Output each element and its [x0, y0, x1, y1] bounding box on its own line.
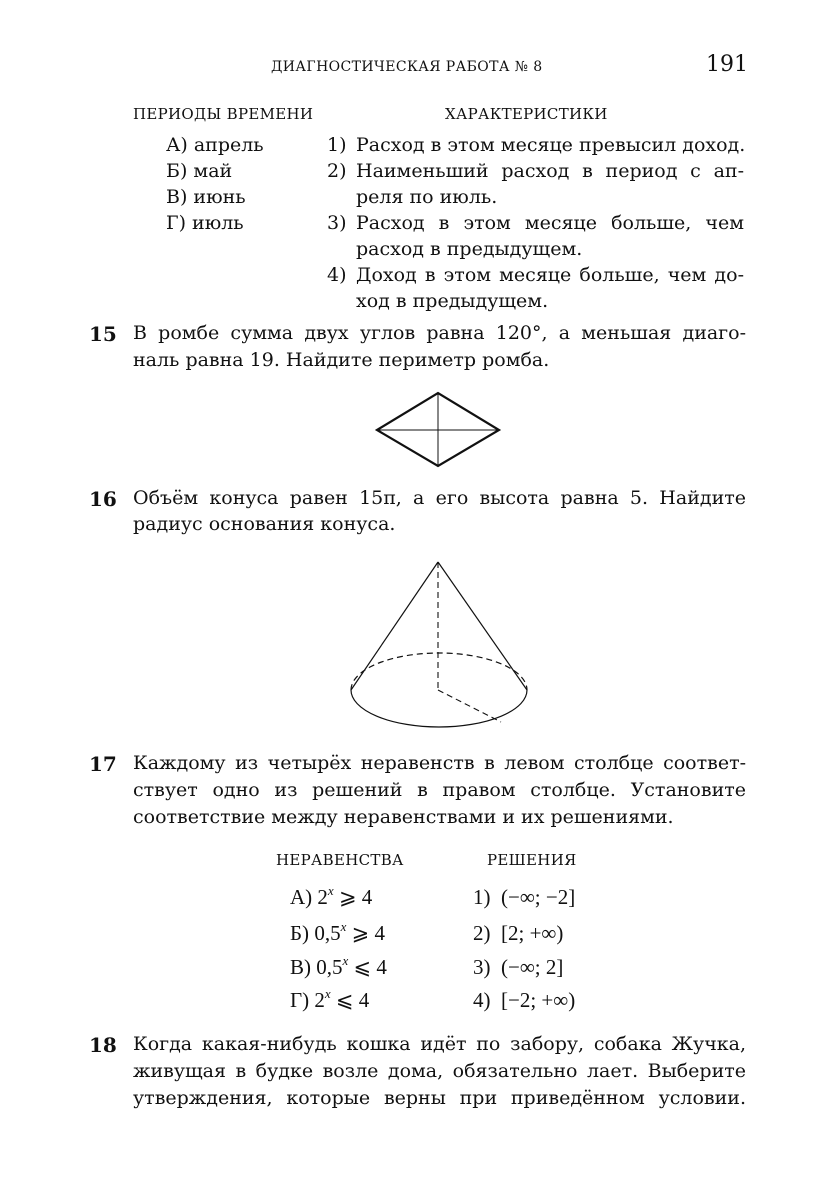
- page-number: 191: [706, 52, 748, 77]
- characteristic-text: расход в предыдущем.: [356, 238, 583, 260]
- inequality-item: Г) 2$^x$ ⩽ 4: [290, 986, 370, 1012]
- running-header: ДИАГНОСТИЧЕСКАЯ РАБОТА № 8: [271, 59, 543, 75]
- characteristic-text: Расход в этом месяце превысил доход.: [356, 134, 746, 156]
- periods-heading: ПЕРИОДЫ ВРЕМЕНИ: [133, 105, 314, 123]
- problem-number: 17: [89, 752, 117, 776]
- period-item: А) апрель: [166, 134, 264, 156]
- characteristic-number: 3): [327, 212, 347, 234]
- problem-number: 16: [89, 487, 117, 511]
- characteristic-text: Доход в этом месяце больше, чем до-: [356, 264, 744, 286]
- characteristic-number: 4): [327, 264, 347, 286]
- characteristic-text: ход в предыдущем.: [356, 290, 549, 312]
- problem-text: живущая в будке возле дома, обязательно лает. Выберите: [133, 1060, 746, 1082]
- period-item: В) июнь: [166, 186, 246, 208]
- inequality-item: В) 0,5$^x$ ⩽ 4: [290, 953, 387, 979]
- problem-text: утверждения, которые верны при приведённом условии.: [133, 1087, 746, 1109]
- problem-text: радиус основания конуса.: [133, 513, 396, 535]
- problem-text: Каждому из четырёх неравенств в левом столбце соответ-: [133, 752, 746, 774]
- problem-text: ствует одно из решений в правом столбце. Установите: [133, 779, 746, 801]
- characteristic-text: Расход в этом месяце больше, чем: [356, 212, 744, 234]
- period-item: Г) июль: [166, 212, 244, 234]
- solution-item: 4) [−2; +∞): [473, 988, 576, 1012]
- solutions-heading: РЕШЕНИЯ: [487, 851, 577, 869]
- characteristic-text: Наименьший расход в период с ап-: [356, 160, 744, 182]
- solution-item: 2) [2; +∞): [473, 921, 564, 945]
- characteristic-text: реля по июль.: [356, 186, 498, 208]
- inequality-item: А) 2$^x$ ⩾ 4: [290, 883, 373, 909]
- problem-text: Когда какая-нибудь кошка идёт по забору, собака Жучка,: [133, 1033, 746, 1055]
- problem-number: 18: [89, 1033, 117, 1057]
- problem-number: 15: [89, 322, 117, 346]
- solution-item: 3) (−∞; 2]: [473, 955, 564, 979]
- problem-text: Объём конуса равен 15π, а его высота равна 5. Найдите: [133, 487, 746, 509]
- period-item: Б) май: [166, 160, 233, 182]
- problem-text: В ромбе сумма двух углов равна 120°, а меньшая диаго-: [133, 322, 746, 344]
- problem-text: наль равна 19. Найдите периметр ромба.: [133, 349, 550, 371]
- characteristic-number: 2): [327, 160, 347, 182]
- inequalities-heading: НЕРАВЕНСТВА: [276, 851, 404, 869]
- problem-text: соответствие между неравенствами и их решениями.: [133, 806, 674, 828]
- solution-item: 1) (−∞; −2]: [473, 885, 576, 909]
- characteristic-number: 1): [327, 134, 347, 156]
- inequality-item: Б) 0,5$^x$ ⩾ 4: [290, 919, 385, 945]
- characteristics-heading: ХАРАКТЕРИСТИКИ: [445, 105, 608, 123]
